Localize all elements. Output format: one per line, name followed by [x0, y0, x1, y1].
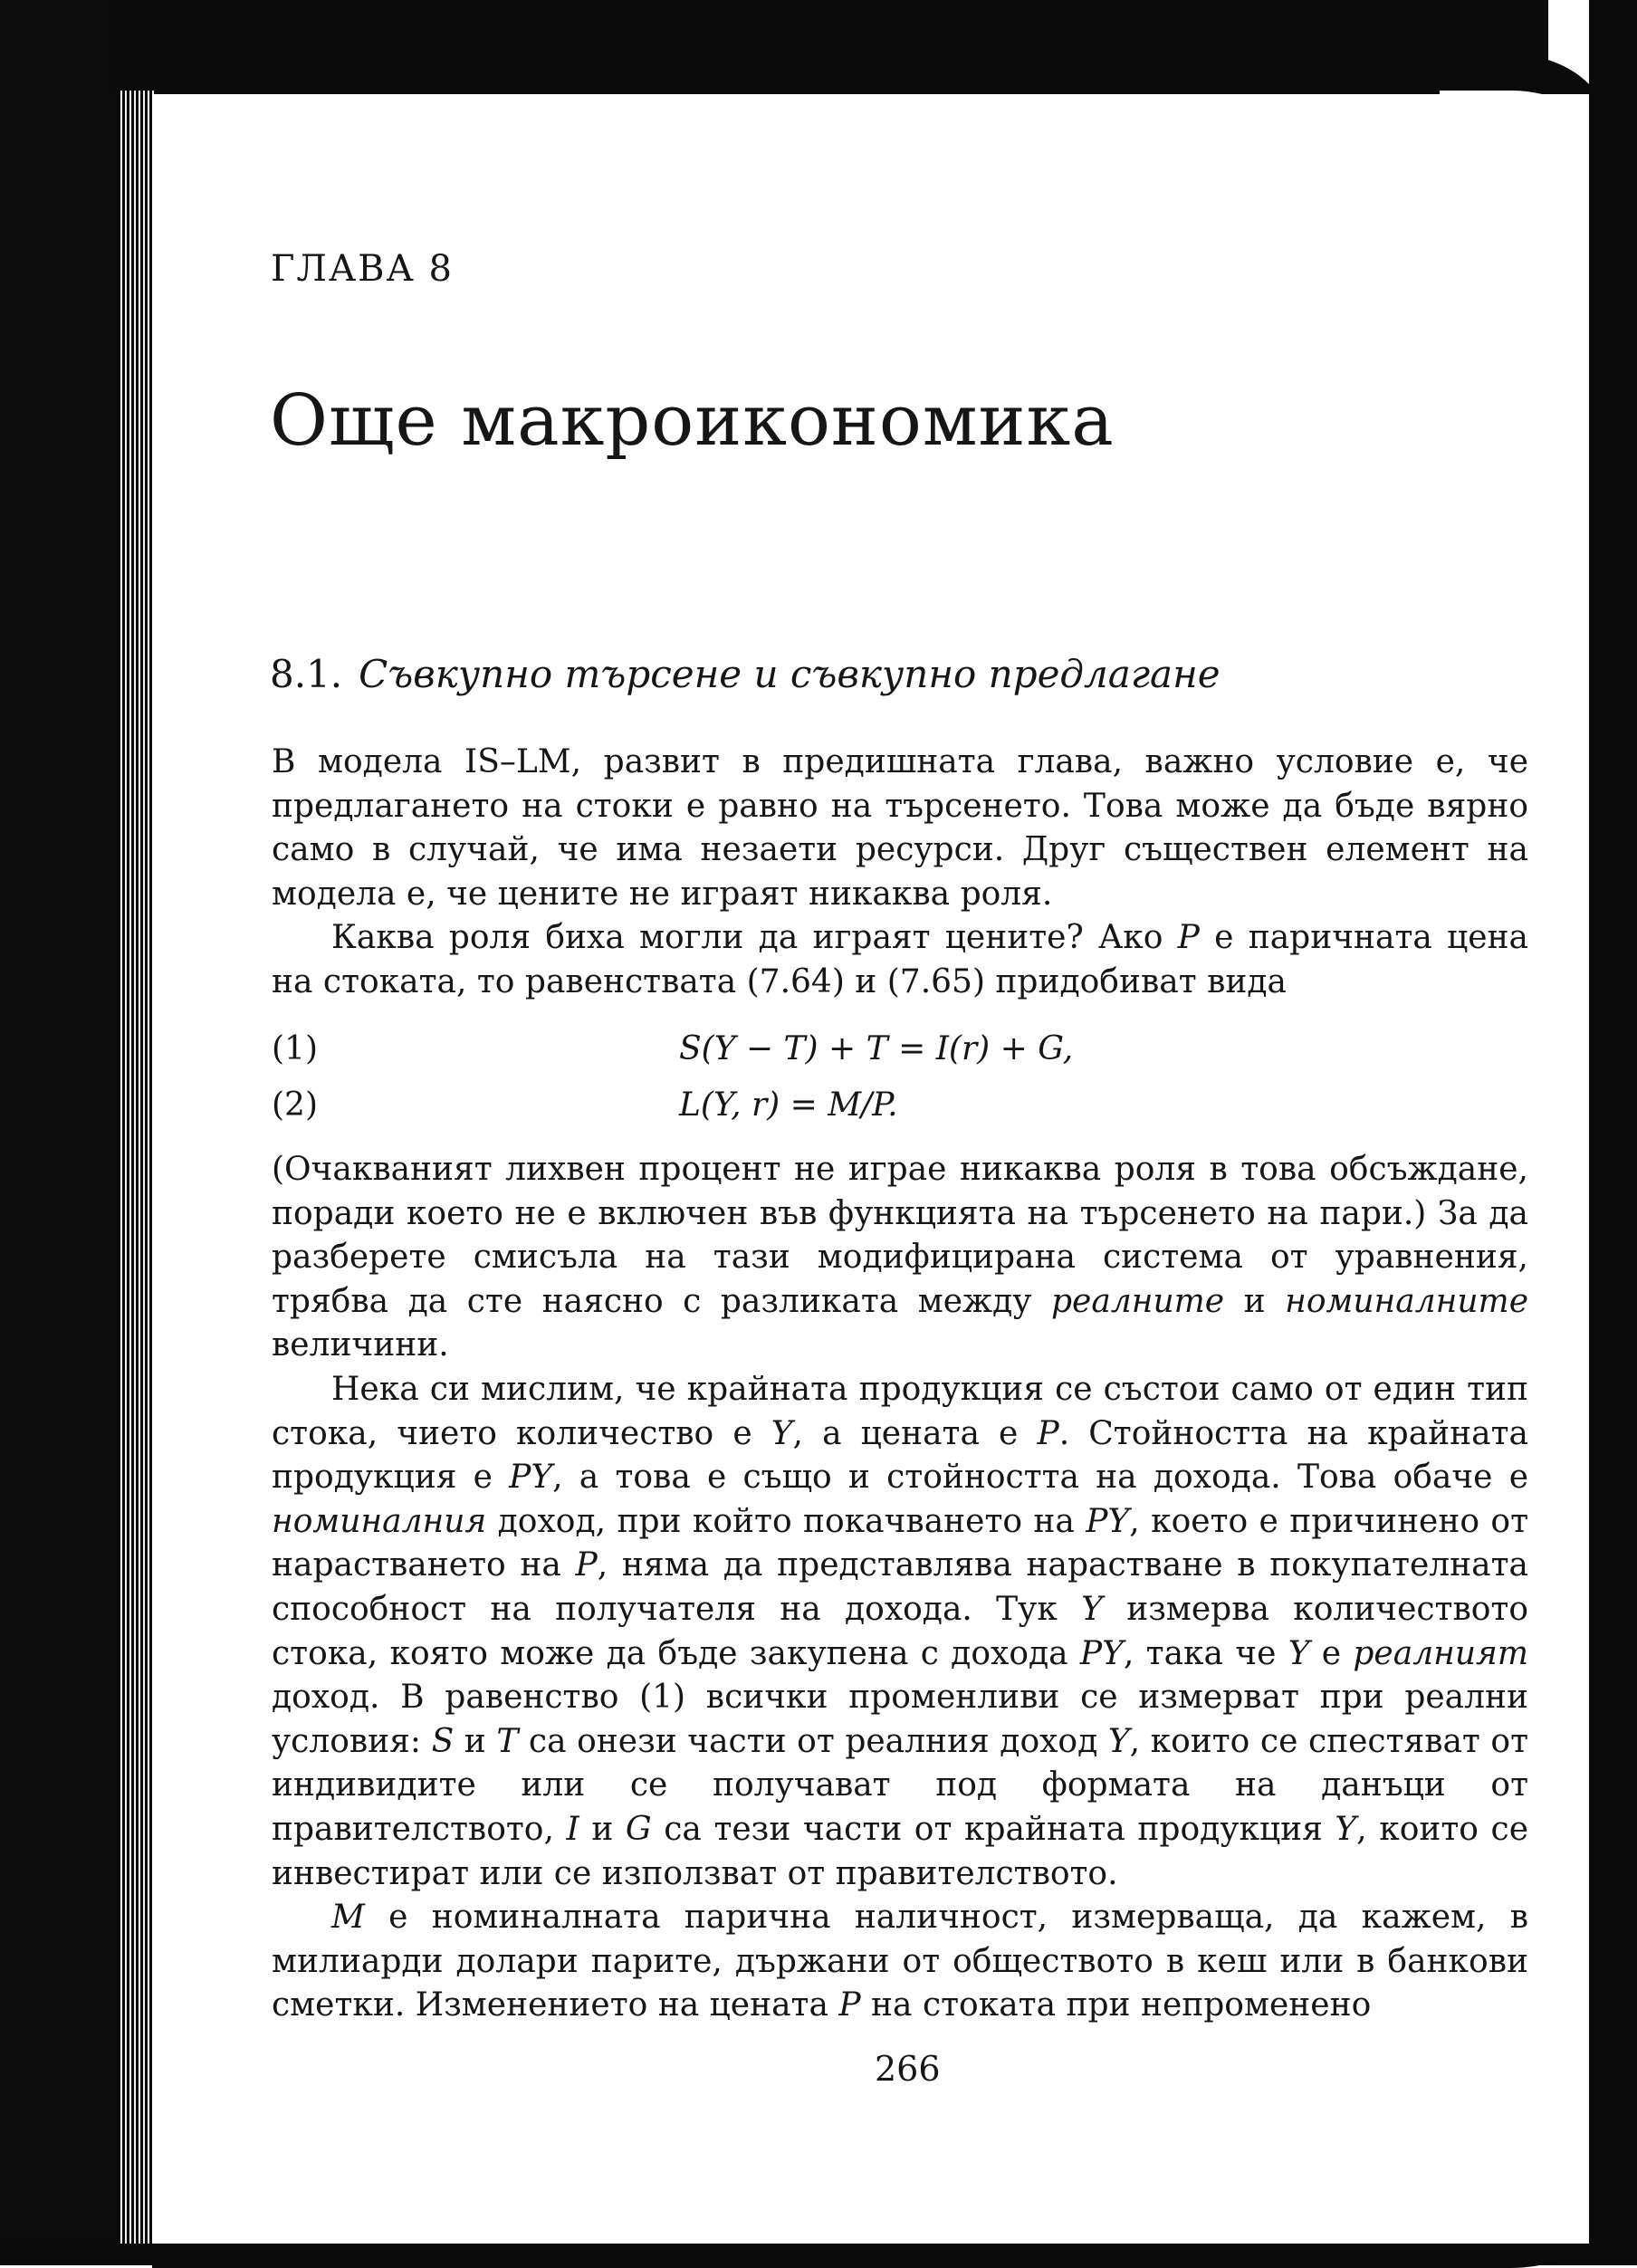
- var-p: P: [1177, 919, 1200, 957]
- var-t: T: [496, 1722, 519, 1760]
- section-title: Съвкупно търсене и съвкупно предлагане: [359, 652, 1221, 696]
- paragraph-3-mid: и: [1224, 1282, 1286, 1320]
- var-y: Y: [771, 1414, 793, 1452]
- p4-s2: , а цената е: [792, 1414, 1038, 1452]
- p4-s13: са онези части от реалния доход: [518, 1722, 1108, 1760]
- equation-1-number: (1): [272, 1030, 318, 1067]
- section-number: 8.1.: [270, 652, 343, 696]
- term-real: реалните: [1051, 1282, 1225, 1320]
- p4-s6: , което е причинено от нарастването на: [272, 1502, 1528, 1584]
- equation-2-formula: L(Y, r) = M/P.: [679, 1086, 898, 1124]
- var-y: Y: [1107, 1722, 1130, 1760]
- var-p: P: [575, 1546, 598, 1584]
- scan-border-left-stripes: [118, 91, 154, 2265]
- paragraph-2-text-a: Каква роля биха могли да играят цените? Ако: [331, 919, 1178, 957]
- p4-s15: и: [579, 1810, 626, 1848]
- p4-s12: и: [454, 1722, 497, 1760]
- p4-s1: Нека си мислим, че крайната продукция се състои само от един тип стока, чието количество е: [272, 1370, 1528, 1452]
- var-m: M: [331, 1899, 365, 1937]
- p4-s10: е: [1309, 1634, 1354, 1672]
- p5-s2: на стоката при непроменено: [860, 1986, 1372, 2024]
- chapter-label: ГЛАВА 8: [271, 248, 455, 290]
- p4-s3: . Стойността на крайната продукция е: [272, 1414, 1528, 1497]
- p4-s7: , няма да представлява нарастване в покупателната способност на получателя на дохода. Тук: [272, 1546, 1528, 1628]
- scan-border-top: [109, 0, 1548, 91]
- term-real-income: реалният: [1353, 1634, 1528, 1672]
- body-text-top: [272, 741, 1528, 1005]
- paragraph-4: [272, 1368, 1528, 1896]
- body-text-bottom: [272, 1148, 1528, 2028]
- var-i: I: [566, 1810, 579, 1848]
- var-g: G: [625, 1810, 652, 1848]
- paragraph-3-text: (Очакваният лихвен процент не играе никаква роля в това обсъждане, поради което не е включен във функцията на търсенето на пари.) За да разберете смисъла на тази модифицирана система от уравнения, трябва да сте наясно с разликата между: [272, 1151, 1528, 1320]
- section-heading: [270, 652, 1221, 696]
- term-nominal: номиналните: [1285, 1282, 1528, 1320]
- p4-s9: , така че: [1123, 1634, 1288, 1672]
- paragraph-2-text-b: е паричната цена на стоката, то равенствата (7.64) и (7.65) придобиват вида: [272, 919, 1528, 1000]
- paragraph-3-end: величини.: [272, 1326, 449, 1364]
- var-py: PY: [1086, 1502, 1130, 1540]
- var-p: P: [1037, 1414, 1059, 1452]
- p4-s16: са тези части от крайната продукция: [651, 1810, 1335, 1848]
- paragraph-3: [272, 1148, 1528, 1368]
- var-y: Y: [1288, 1634, 1310, 1672]
- equation-2: [272, 1086, 1528, 1132]
- var-s: S: [431, 1722, 455, 1760]
- equation-2-number: (2): [272, 1086, 318, 1124]
- p5-s1: е номиналната парична наличност, измерваща, да кажем, в милиарди долари парите, държани от обществото в кеш или в банкови сметки. Изменението на цената: [272, 1899, 1528, 2024]
- paragraph-1: В модела IS–LM, развит в предишната глава, важно условие е, че предлагането на стоки е равно на търсенето. Това може да бъде вярно само в случай, че има незаети ресурси. Друг съществен елемент на модела е, че цените не играят никаква роля.: [272, 743, 1528, 913]
- term-nominal-income: номиналния: [272, 1502, 487, 1540]
- paragraph-2: [272, 916, 1528, 1004]
- chapter-title: Още макроикономика: [270, 380, 1115, 462]
- var-py: PY: [1079, 1634, 1124, 1672]
- p4-s4: , а това е също и стойността на дохода. Това обаче е: [552, 1459, 1529, 1497]
- equation-1: [272, 1030, 1528, 1076]
- p4-s8: измерва количеството стока, която може да бъде закупена с дохода: [272, 1590, 1528, 1672]
- paragraph-5: [272, 1896, 1528, 2028]
- p4-s5: доход, при който покачването на: [486, 1502, 1087, 1540]
- p4-s14: , които се спестяват от индивидите или се получават под формата на данъци от правителството,: [272, 1722, 1528, 1848]
- page-number: 266: [875, 2049, 941, 2089]
- p4-s11: доход. В равенство (1) всички променливи се измерват при реални условия:: [272, 1679, 1528, 1760]
- var-py: PY: [509, 1459, 553, 1497]
- var-p: P: [838, 1986, 861, 2024]
- equation-1-formula: S(Y − T) + T = I(r) + G,: [679, 1030, 1074, 1067]
- scan-border-right: [1589, 0, 1637, 2265]
- var-y: Y: [1335, 1810, 1357, 1848]
- p4-s17: , които се инвестират или се използват от правителството.: [272, 1810, 1529, 1892]
- var-y: Y: [1081, 1590, 1103, 1628]
